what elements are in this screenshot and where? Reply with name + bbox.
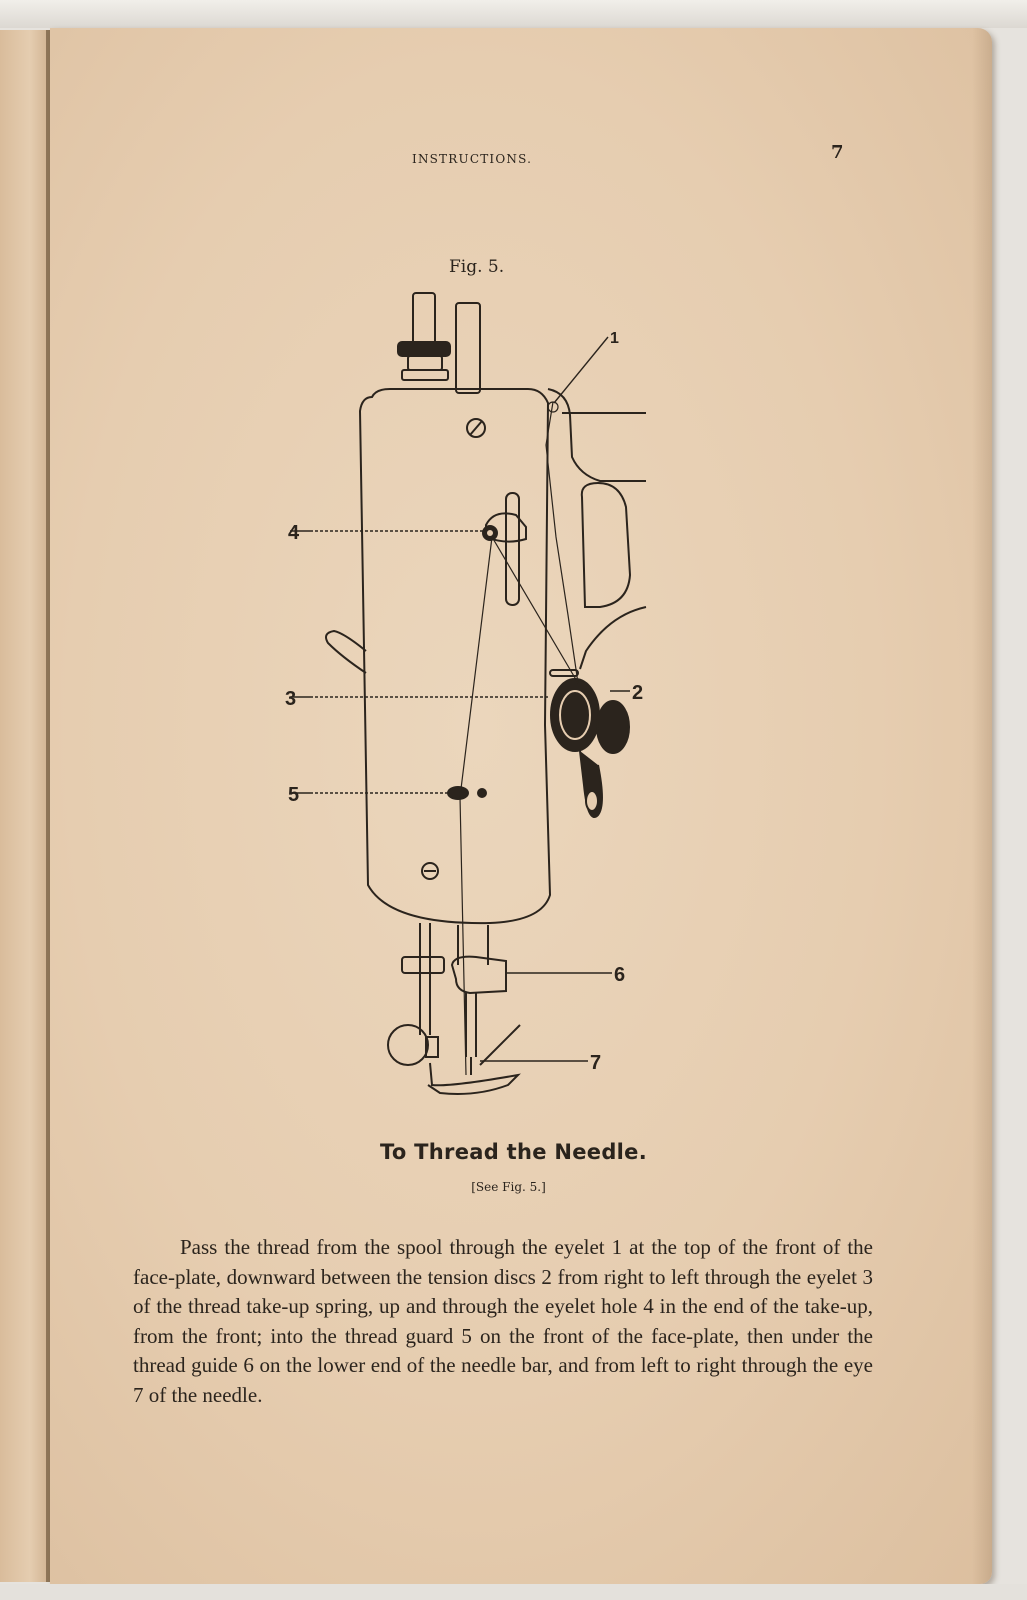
callout-3: 3: [285, 688, 297, 710]
presser-foot: [388, 1025, 520, 1094]
tension-assembly: [550, 670, 629, 817]
figure-label: Fig. 5.: [449, 257, 505, 277]
scan-background-bottom: [0, 1584, 1027, 1600]
callout-1: 1: [610, 330, 619, 347]
spool-pins: [398, 293, 480, 393]
figure-reference: [See Fig. 5.]: [471, 1180, 546, 1194]
running-head: INSTRUCTIONS.: [412, 152, 533, 166]
callout-6: 6: [614, 964, 626, 986]
needle-bar: [402, 923, 506, 1075]
instruction-paragraph: Pass the thread from the spool through the eyelet 1 at the top of the front of the face-plate, downward between the tension discs 2 from right to left through the eyelet 3 of the thread take-up spring, up and through the eyelet hole 4 in the end of the take-up, from the front; into the thread guard 5 on the front of the face-plate, then under the thread guide 6 on the lower end of the needle bar, and from left to right through the eye 7 of the needle.: [133, 1235, 873, 1407]
sewing-machine-head-illustration: [280, 285, 680, 1115]
callout-7: 7: [590, 1052, 602, 1074]
take-up-lever: [483, 493, 526, 605]
page-number: 7: [831, 142, 844, 163]
face-plate: [360, 389, 550, 923]
section-title: To Thread the Needle.: [379, 1140, 647, 1164]
callout-4: 4: [288, 522, 300, 544]
scan-background-top: [0, 0, 1027, 28]
face-plate-screws: [422, 419, 485, 879]
left-page-edge: [0, 30, 50, 1582]
callout-5: 5: [288, 784, 300, 806]
callout-2: 2: [632, 682, 644, 704]
thread-guard: [448, 787, 486, 799]
presser-bar-lifter: [326, 631, 366, 673]
machine-arm: [548, 389, 646, 669]
